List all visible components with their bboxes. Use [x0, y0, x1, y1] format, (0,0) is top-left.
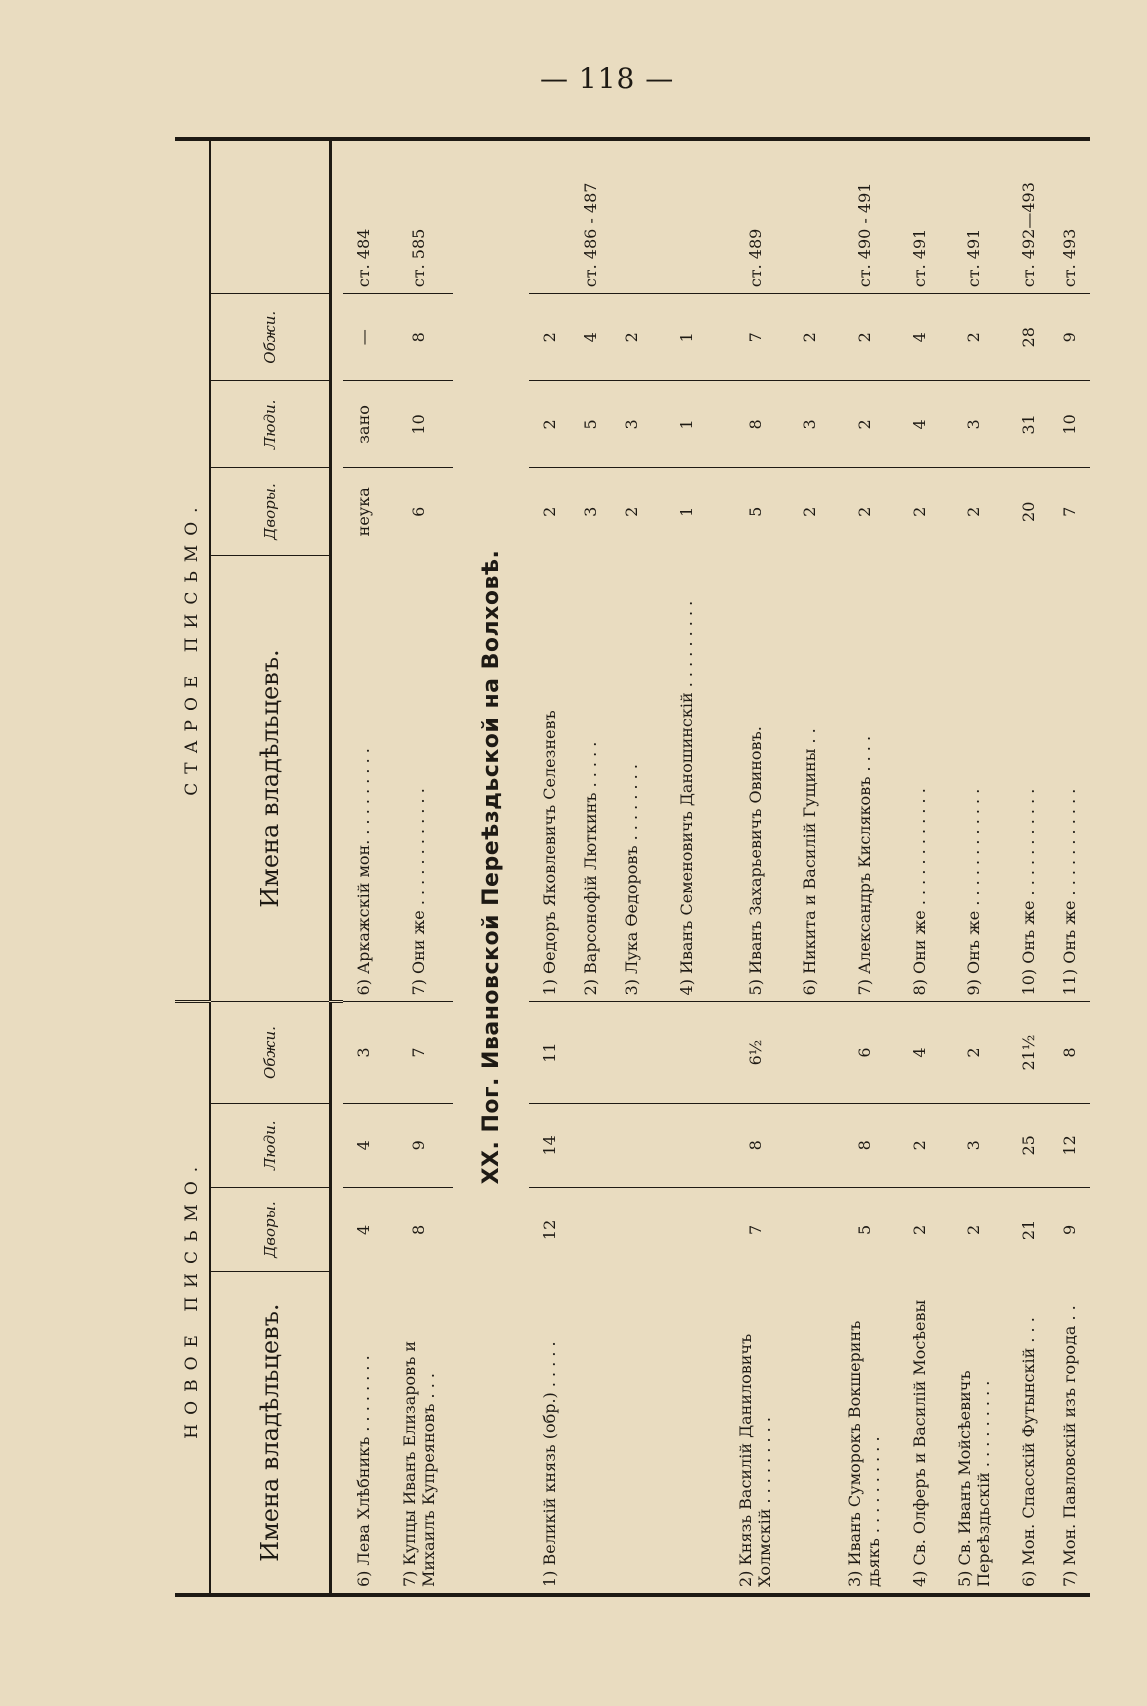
old-lyudi-value: 4	[899, 381, 940, 468]
table-row	[1008, 139, 1049, 1595]
old-obzhi-value: 4	[570, 294, 611, 381]
new-owner-name: 4) Св. Олферъ и Василій Мосѣевы	[909, 1299, 929, 1587]
old-owner-name: 7) Они же . . . . . . . . . . . .	[409, 788, 429, 996]
new-dvory-value	[611, 1187, 652, 1271]
old-dvory-value: 2	[899, 468, 940, 555]
new-owner-name: 6) Мон. Спасскій Футынскій . . .	[1018, 1317, 1038, 1587]
old-owner-name: 5) Иванъ Захарьевичъ Овиновъ.	[745, 726, 765, 996]
old-letter-header: СТАРОЕ ПИСЬМО.	[175, 294, 210, 1002]
old-dvory-value: 1	[652, 468, 720, 555]
source-header	[175, 139, 210, 294]
old-lyudi-value: 1	[652, 381, 720, 468]
old-dvory-value: 20	[1008, 468, 1049, 555]
old-lyudi-value: 2	[830, 381, 898, 468]
source-reference	[789, 139, 830, 294]
new-lyudi-value: 3	[940, 1103, 1008, 1187]
new-lyudi-value: 2	[899, 1103, 940, 1187]
new-owner-name: 7) Мон. Павловскій изъ города . .	[1059, 1305, 1079, 1587]
new-dvory-value: 4	[343, 1187, 384, 1271]
holdings-table	[175, 137, 1090, 1597]
old-dvory-value: 2	[611, 468, 652, 555]
old-dvory-column-header: Дворы.	[210, 468, 331, 555]
new-dvory-value: 12	[529, 1187, 570, 1271]
new-owner-name: 2) Князь Василій Даниловичъ Холмскій . . . . . . . . .	[736, 1333, 774, 1587]
old-dvory-value: 5	[721, 468, 789, 555]
new-lyudi-value	[611, 1103, 652, 1187]
old-lyudi-value: 5	[570, 381, 611, 468]
section-rows	[529, 139, 1090, 1595]
old-obzhi-value: 2	[940, 294, 1008, 381]
old-obzhi-value: 2	[611, 294, 652, 381]
old-dvory-value: 2	[830, 468, 898, 555]
new-owner-name: 1) Великій князь (обр.) . . . . .	[540, 1341, 560, 1587]
new-dvory-value: 8	[384, 1187, 452, 1271]
new-obzhi-value: 21½	[1008, 1002, 1049, 1103]
old-owner-name: 10) Онъ же . . . . . . . . . . .	[1018, 788, 1038, 996]
new-obzhi-value: 6½	[721, 1002, 789, 1103]
new-owner-name: 7) Купцы Иванъ Елизаровъ и Михаилъ Купреяновъ . . .	[399, 1340, 438, 1587]
new-dvory-value	[789, 1187, 830, 1271]
old-dvory-value: 2	[789, 468, 830, 555]
old-owner-name: 8) Они же . . . . . . . . . . . .	[909, 788, 929, 996]
source-reference: ст. 493	[1059, 228, 1079, 288]
page-number: — 118 —	[540, 62, 675, 95]
table-row	[721, 139, 789, 1595]
section-heading: ХХ. Пог. Ивановской Переѣздьской на Волховѣ.	[478, 549, 504, 1185]
old-owner-name: 4) Иванъ Семеновичъ Даношинскій . . . . . . . . .	[677, 600, 697, 996]
new-letter-header: НОВОЕ ПИСЬМО.	[175, 1002, 210, 1595]
old-lyudi-value: 31	[1008, 381, 1049, 468]
new-owner-name	[611, 1272, 652, 1595]
source-reference	[611, 139, 652, 294]
old-obzhi-value: 28	[1008, 294, 1049, 381]
new-names-column-header: Имена владѣльцевъ.	[210, 1272, 331, 1595]
new-obzhi-value: 8	[1049, 1002, 1090, 1103]
source-reference: ст. 491	[964, 228, 984, 288]
old-obzhi-value: 8	[384, 294, 452, 381]
new-lyudi-value: 8	[721, 1103, 789, 1187]
new-obzhi-value	[652, 1002, 720, 1103]
new-obzhi-column-header: Обжи.	[210, 1002, 331, 1103]
old-names-column-header: Имена владѣльцевъ.	[210, 555, 331, 1002]
new-lyudi-value	[789, 1103, 830, 1187]
new-lyudi-value: 14	[529, 1103, 570, 1187]
table-row	[652, 139, 720, 1595]
new-obzhi-value	[611, 1002, 652, 1103]
top-rows	[331, 139, 453, 1595]
new-obzhi-value	[570, 1002, 611, 1103]
new-lyudi-value: 12	[1049, 1103, 1090, 1187]
new-dvory-value: 2	[940, 1187, 1008, 1271]
new-lyudi-value: 25	[1008, 1103, 1049, 1187]
old-dvory-value: 2	[529, 468, 570, 555]
table-row	[343, 139, 384, 1595]
source-reference: ст. 585	[409, 228, 429, 288]
table-row	[940, 139, 1008, 1595]
old-owner-name: 9) Онъ же . . . . . . . . . . . .	[964, 788, 984, 996]
new-lyudi-column-header: Люди.	[210, 1103, 331, 1187]
table-row	[830, 139, 898, 1595]
new-dvory-value: 9	[1049, 1187, 1090, 1271]
new-owner-name	[652, 1272, 720, 1595]
new-dvory-value: 2	[899, 1187, 940, 1271]
old-dvory-value: 6	[384, 468, 452, 555]
old-lyudi-value: зано	[343, 381, 384, 468]
new-lyudi-value	[652, 1103, 720, 1187]
old-obzhi-value: 7	[721, 294, 789, 381]
new-owner-name: 3) Иванъ Суморокъ Вокшеринъ дьякъ . . . . . . . . . .	[845, 1320, 884, 1587]
new-dvory-column-header: Дворы.	[210, 1187, 331, 1271]
old-owner-name: 2) Варсонофій Люткинъ . . . . .	[581, 741, 601, 996]
old-dvory-value: 2	[940, 468, 1008, 555]
table-row	[384, 139, 452, 1595]
source-reference: ст. 486 - 487	[581, 182, 601, 288]
source-reference	[529, 139, 570, 294]
new-obzhi-value: 2	[940, 1002, 1008, 1103]
old-owner-name: 3) Лука Ѳедоровъ . . . . . . . .	[622, 764, 642, 996]
old-lyudi-value: 2	[529, 381, 570, 468]
old-owner-name: 7) Александръ Кисляковъ . . . .	[854, 735, 874, 996]
new-obzhi-value: 7	[384, 1002, 452, 1103]
table-row	[1049, 139, 1090, 1595]
new-dvory-value	[652, 1187, 720, 1271]
source-reference: ст. 490 - 491	[854, 182, 874, 288]
old-owner-name: 11) Онъ же . . . . . . . . . . .	[1059, 788, 1079, 996]
old-obzhi-value: 2	[789, 294, 830, 381]
old-lyudi-value: 3	[611, 381, 652, 468]
table-row	[529, 139, 570, 1595]
old-lyudi-column-header: Люди.	[210, 381, 331, 468]
old-owner-name: 1) Ѳедоръ Яковлевичъ Селезневъ	[540, 710, 560, 996]
new-owner-name: 6) Лева Хлѣбникъ . . . . . . . .	[354, 1355, 374, 1587]
old-lyudi-value: 3	[789, 381, 830, 468]
new-obzhi-value: 11	[529, 1002, 570, 1103]
old-owner-name: 6) Никита и Василій Гущины . .	[800, 728, 820, 996]
new-obzhi-value: 6	[830, 1002, 898, 1103]
source-reference: ст. 489	[745, 228, 765, 288]
new-owner-name	[789, 1272, 830, 1595]
new-dvory-value: 5	[830, 1187, 898, 1271]
new-lyudi-value	[570, 1103, 611, 1187]
new-dvory-value: 7	[721, 1187, 789, 1271]
old-lyudi-value: 10	[384, 381, 452, 468]
old-obzhi-value: 1	[652, 294, 720, 381]
old-owner-name: 6) Аркажскій мон. . . . . . . . . .	[354, 748, 374, 996]
new-lyudi-value: 9	[384, 1103, 452, 1187]
rotated-table-block	[175, 137, 1090, 1597]
old-lyudi-value: 3	[940, 381, 1008, 468]
table-row	[899, 139, 940, 1595]
old-obzhi-column-header: Обжи.	[210, 294, 331, 381]
source-column-header	[210, 139, 331, 294]
source-reference: ст. 492—493	[1018, 182, 1038, 288]
table-row	[611, 139, 652, 1595]
old-dvory-value: 3	[570, 468, 611, 555]
old-dvory-value: 7	[1049, 468, 1090, 555]
new-dvory-value: 21	[1008, 1187, 1049, 1271]
source-reference: ст. 491	[909, 228, 929, 288]
old-lyudi-value: 8	[721, 381, 789, 468]
new-obzhi-value: 3	[343, 1002, 384, 1103]
source-reference: ст. 484	[354, 228, 374, 288]
old-obzhi-value: 4	[899, 294, 940, 381]
old-dvory-value: неука	[343, 468, 384, 555]
new-owner-name	[570, 1272, 611, 1595]
table-row	[570, 139, 611, 1595]
table-row	[789, 139, 830, 1595]
new-dvory-value	[570, 1187, 611, 1271]
old-obzhi-value: 2	[529, 294, 570, 381]
section-heading-row	[453, 139, 530, 1595]
new-lyudi-value: 4	[343, 1103, 384, 1187]
new-obzhi-value: 4	[899, 1002, 940, 1103]
new-owner-name: 5) Св. Иванъ Мойсѣевичъ Переѣздьскій . . . . . . . . .	[954, 1370, 993, 1587]
new-lyudi-value: 8	[830, 1103, 898, 1187]
old-obzhi-value: —	[343, 294, 384, 381]
old-lyudi-value: 10	[1049, 381, 1090, 468]
old-obzhi-value: 9	[1049, 294, 1090, 381]
old-obzhi-value: 2	[830, 294, 898, 381]
source-reference	[652, 139, 720, 294]
new-obzhi-value	[789, 1002, 830, 1103]
